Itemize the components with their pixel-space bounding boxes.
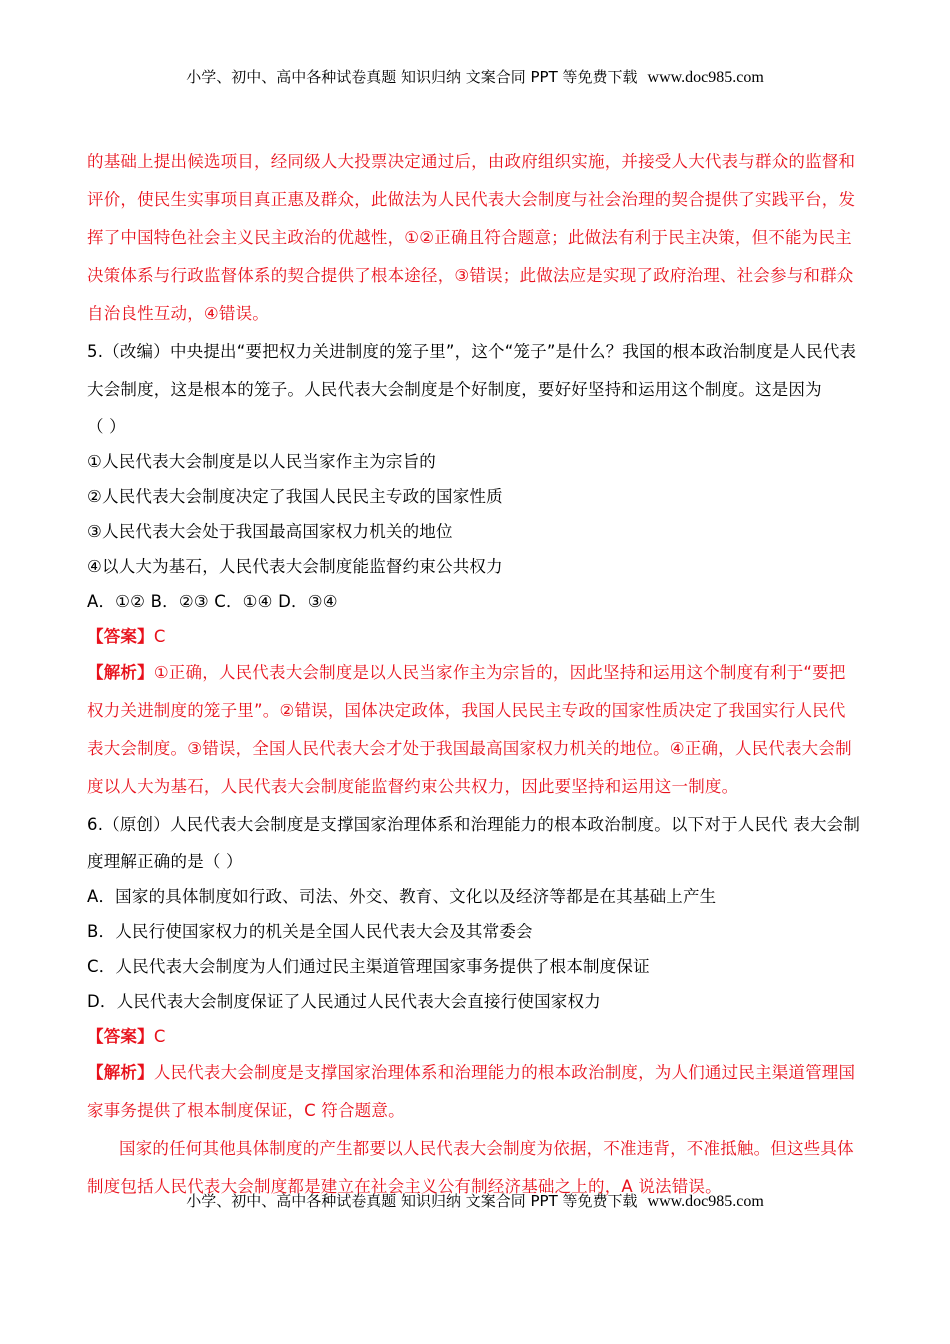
q6-option: B．人民行使国家权力的机关是全国人民代表大会及其常委会 <box>87 922 533 941</box>
q5-analysis-line: 权力关进制度的笼子里”。②错误，国体决定政体，我国人民民主专政的国家性质决定了我国实行人民代 <box>87 701 846 720</box>
header-text: 小学、初中、高中各种试卷真题 知识归纳 文案合同 PPT 等免费下载 <box>186 68 638 86</box>
q5-stem-line: （ ） <box>87 417 126 436</box>
q6-stem-line: 度理解正确的是（ ） <box>87 852 243 871</box>
q5-options: A．①② B．②③ C．①④ D．③④ <box>87 592 338 611</box>
q5-answer <box>87 619 865 654</box>
footer-url[interactable]: www.doc985.com <box>647 1193 764 1210</box>
document-body <box>87 143 865 1206</box>
q6-answer-value: C <box>153 1027 166 1046</box>
q6-answer <box>87 1019 865 1054</box>
footer-text: 小学、初中、高中各种试卷真题 知识归纳 文案合同 PPT 等免费下载 <box>186 1192 638 1210</box>
q6-analysis-line: 家事务提供了根本制度保证，C 符合题意。 <box>87 1101 405 1120</box>
q4-analysis-line: 评价，使民生实事项目真正惠及群众，此做法为人民代表大会制度与社会治理的契合提供了实践平台，发 <box>87 190 856 209</box>
q6-answer-label: 【答案】 <box>87 1027 154 1046</box>
q4-analysis-line: 决策体系与行政监督体系的契合提供了根本途径，③错误；此做法应是实现了政府治理、社会参与和群众 <box>87 266 854 285</box>
q5-stem-line: 大会制度，这是根本的笼子。人民代表大会制度是个好制度，要好好坚持和运用这个制度。这是因为 <box>87 380 822 399</box>
q4-analysis-line: 自治良性互动，④错误。 <box>87 304 269 323</box>
q6-option: A．国家的具体制度如行政、司法、外交、教育、文化以及经济等都是在其基础上产生 <box>87 887 717 906</box>
q6-analysis-label: 【解析】 <box>87 1063 154 1082</box>
q5-item: ①人民代表大会制度是以人民当家作主为宗旨的 <box>87 452 436 471</box>
q5-item: ④以人大为基石，人民代表大会制度能监督约束公共权力 <box>87 557 503 576</box>
q5-item: ②人民代表大会制度决定了我国人民民主专政的国家性质 <box>87 487 503 506</box>
q5-analysis-label: 【解析】 <box>87 663 154 682</box>
page-footer <box>0 1190 950 1211</box>
header-url[interactable]: www.doc985.com <box>647 69 764 86</box>
page-header <box>0 66 950 87</box>
q6-option: D．人民代表大会制度保证了人民通过人民代表大会直接行使国家权力 <box>87 992 601 1011</box>
q5-answer-value: C <box>153 627 166 646</box>
q6-analysis <box>87 1054 865 1092</box>
q6-analysis-para2-line: 国家的任何其他具体制度的产生都要以人民代表大会制度为依据，不准违背，不准抵触。但这些具体 <box>119 1139 854 1158</box>
q5-analysis-line: 度以人大为基石，人民代表大会制度能监督约束公共权力，因此要坚持和运用这一制度。 <box>87 777 739 796</box>
q5-stem-line: 5.（改编）中央提出“要把权力关进制度的笼子里”，这个“笼子”是什么？我国的根本政治制度是人民代表 <box>87 342 857 361</box>
q6-analysis-text: 人民代表大会制度是支撑国家治理体系和治理能力的根本政治制度，为人们通过民主渠道管理国 <box>153 1063 856 1082</box>
q6-option: C．人民代表大会制度为人们通过民主渠道管理国家事务提供了根本制度保证 <box>87 957 650 976</box>
q6-analysis-para2-line: 制度包括人民代表大会制度都是建立在社会主义公有制经济基础之上的，A 说法错误。 <box>87 1177 722 1196</box>
q5-analysis-line: 表大会制度。③错误，全国人民代表大会才处于我国最高国家权力机关的地位。④正确，人民代表大会制 <box>87 739 852 758</box>
q4-analysis-line: 挥了中国特色社会主义民主政治的优越性，①②正确且符合题意；此做法有利于民主决策，但不能为民主 <box>87 228 852 247</box>
q6-stem-line: 6.（原创）人民代表大会制度是支撑国家治理体系和治理能力的根本政治制度。以下对于人民代 表大会制 <box>87 815 861 834</box>
q5-item: ③人民代表大会处于我国最高国家权力机关的地位 <box>87 522 453 541</box>
q5-analysis-text: ①正确，人民代表大会制度是以人民当家作主为宗旨的，因此坚持和运用这个制度有利于“要把 <box>153 663 846 682</box>
q4-analysis-line: 的基础上提出候选项目，经同级人大投票决定通过后，由政府组织实施，并接受人大代表与群众的监督和 <box>87 152 856 171</box>
q5-answer-label: 【答案】 <box>87 627 154 646</box>
q5-analysis <box>87 654 865 692</box>
